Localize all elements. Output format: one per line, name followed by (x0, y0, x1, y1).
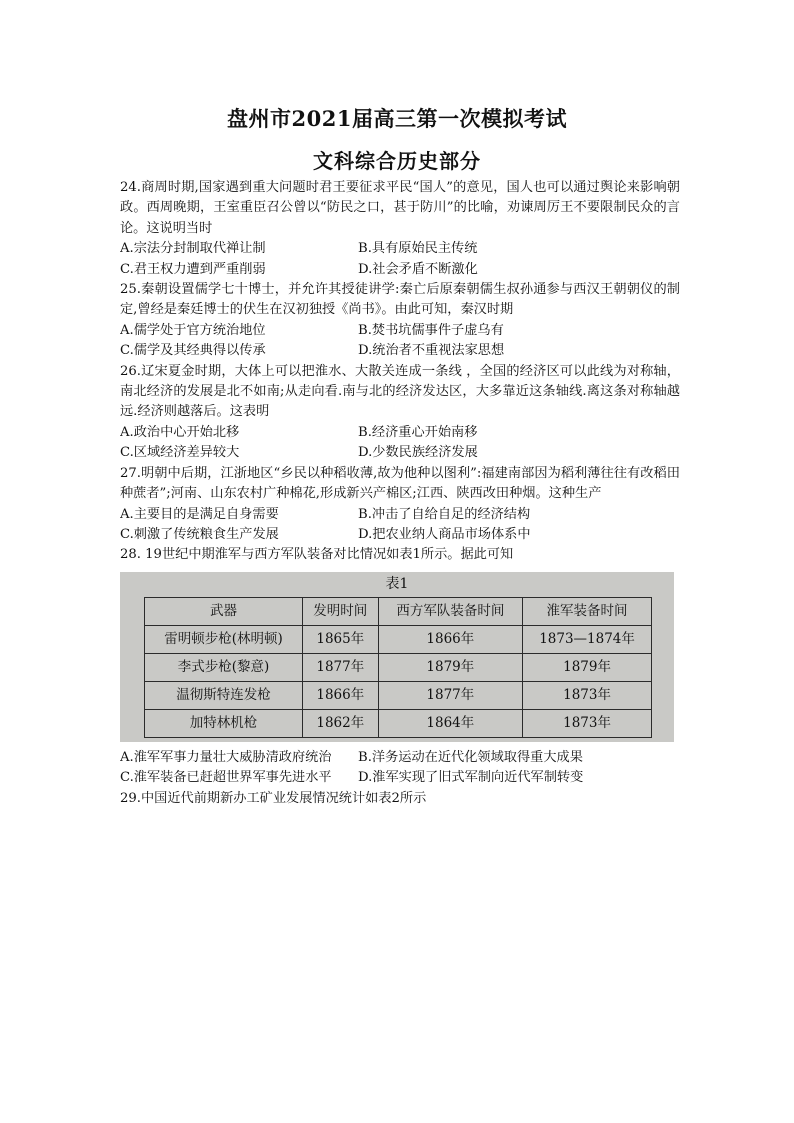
q25-option-a: A.儒学处于官方统治地位 (120, 322, 266, 338)
question-26-options (120, 423, 680, 464)
q26-option-a: A.政治中心开始北移 (120, 424, 240, 440)
question-29-stem: 29.中国近代前期新办工矿业发展情况统计如表2所示 (120, 790, 427, 806)
table-row (145, 681, 652, 709)
q26-option-b: B.经济重心开始南移 (358, 424, 478, 440)
table-cell: 1873年 (523, 681, 652, 709)
table-cell: 雷明顿步枪(林明顿) (145, 625, 303, 653)
table-header-cell: 发明时间 (303, 597, 378, 625)
questions (120, 178, 680, 809)
table-header-cell: 武器 (145, 597, 303, 625)
table-cell: 1879年 (378, 653, 523, 681)
q27-option-a: A.主要目的是满足自身需要 (120, 506, 279, 522)
q26-option-c: C.区域经济差异较大 (120, 445, 240, 461)
question-25-options (120, 321, 680, 362)
q24-option-a: A.宗法分封制取代禅让制 (120, 241, 266, 257)
question-28-options (120, 748, 680, 789)
table-cell: 1877年 (303, 653, 378, 681)
q27-option-b: B.冲击了自给自足的经济结构 (358, 506, 531, 522)
question-24-options (120, 239, 680, 280)
table-cell: 1873—1874年 (523, 625, 652, 653)
table-cell: 1865年 (303, 625, 378, 653)
table-cell: 1862年 (303, 709, 378, 737)
q28-option-a: A.淮军军事力量壮大威胁清政府统治 (120, 749, 332, 765)
table-cell: 李式步枪(黎意) (145, 653, 303, 681)
table-cell: 1864年 (378, 709, 523, 737)
table-row (145, 625, 652, 653)
question-24-stem: 24.商周时期,国家遇到重大问题时君王要征求平民“国人”的意见，国人也可以通过舆论来影响朝政。西周晚期，王室重臣召公曾以“防民之口，甚于防川”的比喻，劝谏周厉王不要限制民众的言论。这说明当时 (120, 180, 680, 236)
table-1-caption: 表1 (385, 575, 409, 592)
exam-title: 盘州市2021届高三第一次模拟考试 (227, 106, 567, 131)
q25-option-d: D.统治者不重视法家思想 (358, 343, 505, 359)
question-25-stem: 25.秦朝设置儒学七十博士，并允许其授徒讲学:秦亡后原秦朝儒生叔孙通参与西汉王朝朝仪的制定,曾经是秦廷博士的伏生在汉初独授《尚书》。由此可知，秦汉时期 (120, 282, 680, 318)
question-27-stem: 27.明朝中后期，江浙地区“乡民以种稻收薄,故为他种以图利”:福建南部因为稻利薄往往有改稻田种蔗者”;河南、山东农村广种棉花,形成新兴产棉区;江西、陕西改田种烟。这种生产 (120, 465, 680, 502)
table-header-cell: 西方军队装备时间 (378, 597, 523, 625)
q27-option-c: C.刺激了传统粮食生产发展 (120, 526, 279, 542)
exam-subtitle: 文科综合历史部分 (313, 149, 481, 173)
table-cell: 加特林机枪 (145, 709, 303, 737)
question-26-stem: 26.辽宋夏金时期，大体上可以把淮水、大散关连成一条线 ，全国的经济区可以此线为对称轴，南北经济的发展是北不如南;从走向看.南与北的经济发达区，大多靠近这条轴线.离这条对称轴越远.经济则越落后。这表明 (120, 363, 680, 420)
table-row (145, 709, 652, 737)
table-header-cell: 淮军装备时间 (523, 597, 652, 625)
question-28-stem: 28. 19世纪中期淮军与西方军队装备对比情况如表1所示。据此可知 (120, 547, 514, 563)
table-cell: 1877年 (378, 681, 523, 709)
q25-option-b: B.焚书坑儒事件子虚乌有 (358, 322, 504, 338)
table-row (145, 653, 652, 681)
table-1-photo (120, 572, 674, 742)
table-cell: 1866年 (303, 681, 378, 709)
q24-option-c: C.君王权力遭到严重削弱 (120, 261, 266, 277)
table-cell: 1879年 (523, 653, 652, 681)
q28-option-c: C.淮军装备已赶超世界军事先进水平 (120, 770, 332, 786)
table-1 (144, 597, 652, 738)
q26-option-d: D.少数民族经济发展 (358, 445, 478, 461)
question-27-options (120, 505, 680, 546)
q24-option-b: B.具有原始民主传统 (358, 241, 478, 257)
q28-option-b: B.洋务运动在近代化领域取得重大成果 (358, 749, 583, 765)
table-header-row (145, 597, 652, 625)
table-cell: 温彻斯特连发枪 (145, 681, 303, 709)
q27-option-d: D.把农业纳人商品市场体系中 (358, 526, 531, 542)
q25-option-c: C.儒学及其经典得以传承 (120, 343, 266, 359)
q28-option-d: D.淮军实现了旧式军制向近代军制转变 (358, 770, 584, 786)
q24-option-d: D.社会矛盾不断激化 (358, 261, 478, 277)
table-cell: 1873年 (523, 709, 652, 737)
table-cell: 1866年 (378, 625, 523, 653)
